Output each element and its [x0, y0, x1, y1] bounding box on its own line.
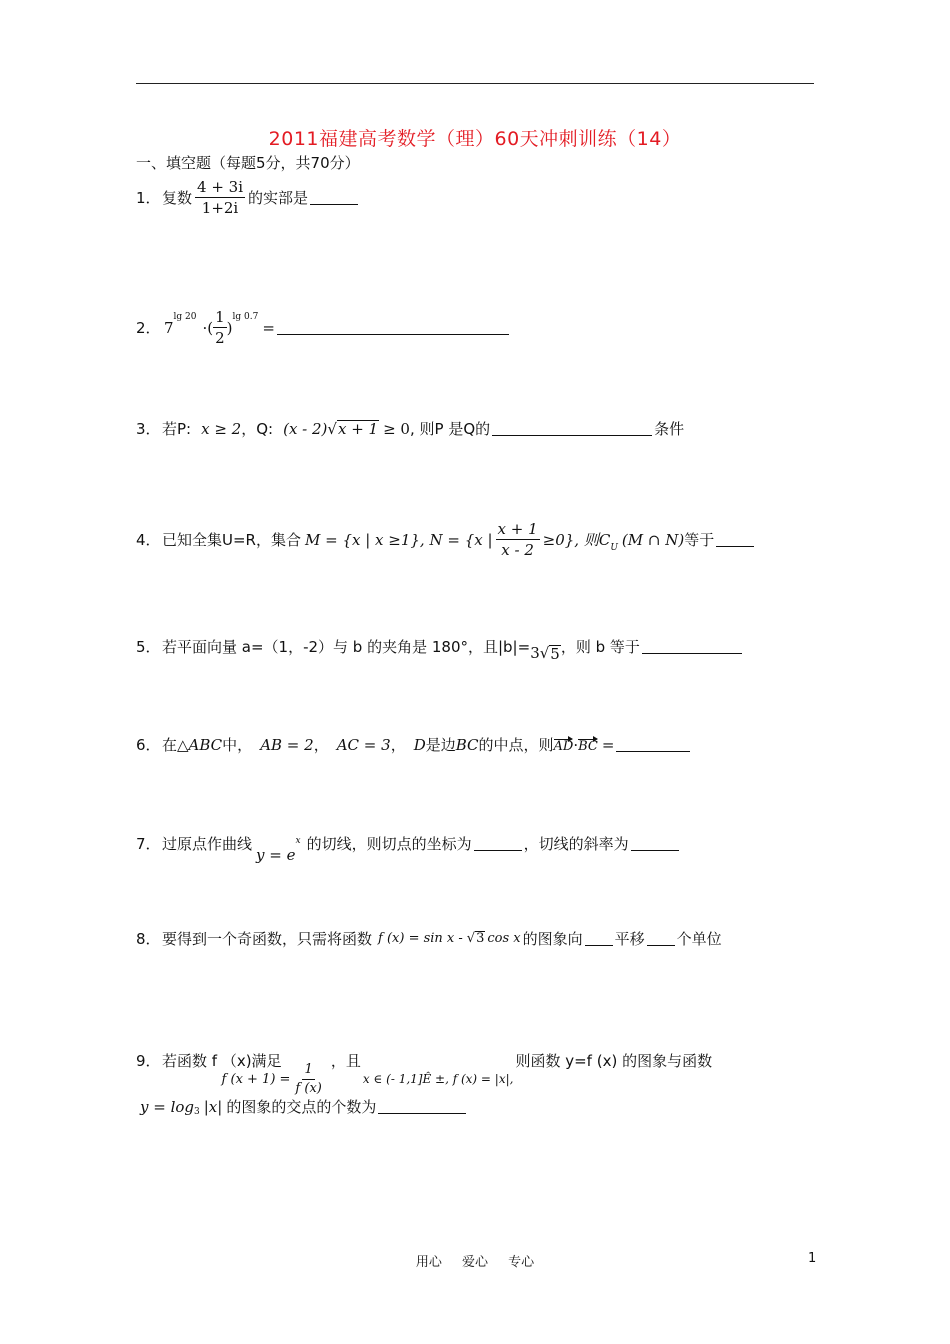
square-root: √ 3 — [466, 930, 485, 947]
question-5 — [136, 630, 744, 662]
section-heading: 一、填空题（每题5分，共70分） — [136, 154, 360, 172]
math-expression: y = log — [140, 1097, 195, 1116]
question-text: 的图象向 — [522, 930, 583, 948]
math-expression: C — [598, 530, 611, 549]
question-number: 8． — [136, 930, 161, 948]
question-text: 等于 — [684, 531, 715, 549]
question-text: 在 — [162, 736, 178, 754]
answer-blank[interactable] — [716, 532, 754, 547]
answer-blank[interactable] — [616, 737, 690, 752]
question-4 — [136, 520, 756, 559]
denominator: f (x) — [295, 1080, 322, 1096]
question-text: ，则 b 等于 — [560, 637, 640, 656]
fraction — [293, 1062, 323, 1096]
answer-blank[interactable] — [378, 1099, 466, 1114]
question-text: 是边 — [425, 736, 456, 754]
page-title: 2011福建高考数学（理）60天冲刺训练（14） — [268, 128, 682, 150]
question-9-continued — [140, 1096, 468, 1117]
question-text: 若平面向量 a=（1，-2）与 b 的夹角是 180°，且|b|= — [162, 637, 531, 656]
numerator: x + 1 — [497, 520, 538, 538]
math-expression: |x| — [203, 1097, 223, 1116]
question-text: 中， — [222, 736, 253, 754]
answer-blank[interactable] — [642, 639, 742, 654]
fraction — [496, 520, 540, 559]
answer-blank[interactable] — [277, 320, 509, 335]
answer-blank[interactable] — [647, 931, 675, 946]
numerator: 4 + 3i — [197, 178, 244, 196]
math-expression: f (x + 1) = — [221, 1071, 291, 1087]
question-text: 要得到一个奇函数，只需将函数 — [162, 930, 373, 948]
subscript: 3 — [194, 1107, 200, 1117]
math-base: 7 — [164, 318, 174, 337]
radicand: 3 — [476, 930, 485, 946]
exponent: lg 20 — [173, 312, 197, 322]
math-expression: D — [413, 735, 426, 754]
question-text: 的图象的交点的个数为 — [226, 1098, 377, 1116]
question-number: 5． — [136, 637, 161, 656]
question-text: 则函数 y=f (x) 的图象与函数 — [515, 1051, 713, 1070]
question-text: 过原点作曲线 — [162, 834, 253, 853]
answer-blank[interactable] — [585, 931, 613, 946]
question-text: 个单位 — [676, 930, 722, 948]
question-text: 条件 — [654, 420, 685, 438]
header-rule — [136, 83, 814, 84]
denominator: 1+2i — [201, 199, 239, 217]
question-6 — [136, 734, 692, 755]
radicand: 5 — [550, 644, 560, 663]
math-symbol: ·( — [202, 318, 214, 337]
question-8 — [136, 928, 722, 949]
question-7 — [136, 822, 681, 864]
question-text: ，且 — [330, 1051, 361, 1070]
square-root: √ x + 1 — [327, 419, 379, 438]
exponent: lg 0.7 — [232, 312, 259, 322]
math-expression: M = {x | x ≥1}, N = {x | — [304, 530, 493, 549]
question-text: 的中点，则 — [478, 736, 554, 754]
question-text: 的实部是 — [248, 189, 309, 207]
question-number: 2． — [136, 319, 161, 337]
page-number: 1 — [808, 1251, 817, 1266]
math-coefficient: 3 — [530, 644, 540, 662]
question-number: 9． — [136, 1051, 161, 1070]
square-root: √ 5 — [539, 644, 560, 663]
math-expression: AC = 3 — [336, 735, 391, 754]
answer-blank[interactable] — [474, 836, 522, 851]
question-number: 4． — [136, 531, 161, 549]
question-text: ， — [313, 736, 329, 754]
question-1 — [136, 178, 360, 217]
question-number: 7． — [136, 834, 161, 853]
math-symbol: ) — [226, 318, 233, 337]
answer-blank[interactable] — [631, 836, 679, 851]
numerator: 1 — [215, 308, 225, 326]
math-expression: BC — [455, 735, 479, 754]
footer-motto: 爱心 — [461, 1255, 488, 1270]
footer-motto: 专心 — [508, 1255, 535, 1270]
question-text: 已知全集U=R，集合 — [162, 531, 301, 549]
question-3 — [136, 418, 684, 439]
question-9 — [136, 1024, 712, 1096]
math-expression: ≥0}, 则 — [542, 531, 599, 549]
question-text: ， — [390, 736, 406, 754]
footer-motto: 用心 — [415, 1255, 442, 1270]
question-text: 复数 — [162, 189, 193, 207]
math-symbol: · — [573, 735, 579, 754]
answer-blank[interactable] — [492, 421, 652, 436]
question-text: , 则P 是Q的 — [409, 420, 491, 438]
vector-ad: AD — [554, 735, 574, 754]
radicand: x + 1 — [337, 420, 379, 438]
math-symbol: = — [262, 318, 275, 337]
math-expression: (x - 2) — [283, 419, 328, 438]
question-text: 若P: — [162, 420, 192, 438]
fraction — [213, 308, 227, 347]
question-text: 若函数 f （x)满足 — [162, 1051, 282, 1070]
math-expression: (M ∩ N) — [621, 530, 685, 549]
question-text: ，切线的斜率为 — [523, 834, 629, 853]
exponent: x — [295, 836, 301, 846]
math-expression: y = e — [256, 846, 296, 864]
vector-bc: BC — [578, 735, 598, 754]
math-expression: △ABC — [177, 735, 223, 754]
subscript: U — [610, 543, 618, 553]
answer-blank[interactable] — [310, 190, 358, 205]
fraction — [195, 178, 245, 217]
question-number: 3． — [136, 420, 161, 438]
math-expression: ≥ 0 — [383, 419, 410, 438]
numerator: 1 — [302, 1062, 314, 1080]
math-expression: x ≥ 2 — [201, 419, 242, 438]
math-expression: cos x — [487, 931, 521, 946]
question-number: 1． — [136, 189, 161, 207]
question-2 — [136, 308, 511, 347]
math-expression: f (x) = sin x - — [378, 931, 463, 946]
denominator: 2 — [215, 329, 225, 347]
math-symbol: = — [601, 735, 615, 754]
denominator: x - 2 — [501, 541, 534, 559]
question-text: 平移 — [614, 930, 645, 948]
question-text: 的切线，则切点的坐标为 — [306, 834, 472, 853]
question-text: ，Q: — [241, 420, 274, 438]
math-expression: x ∈ (- 1,1]Ê ±, f (x) = |x|, — [362, 1072, 514, 1087]
math-expression: AB = 2 — [260, 735, 314, 754]
question-number: 6． — [136, 736, 161, 754]
